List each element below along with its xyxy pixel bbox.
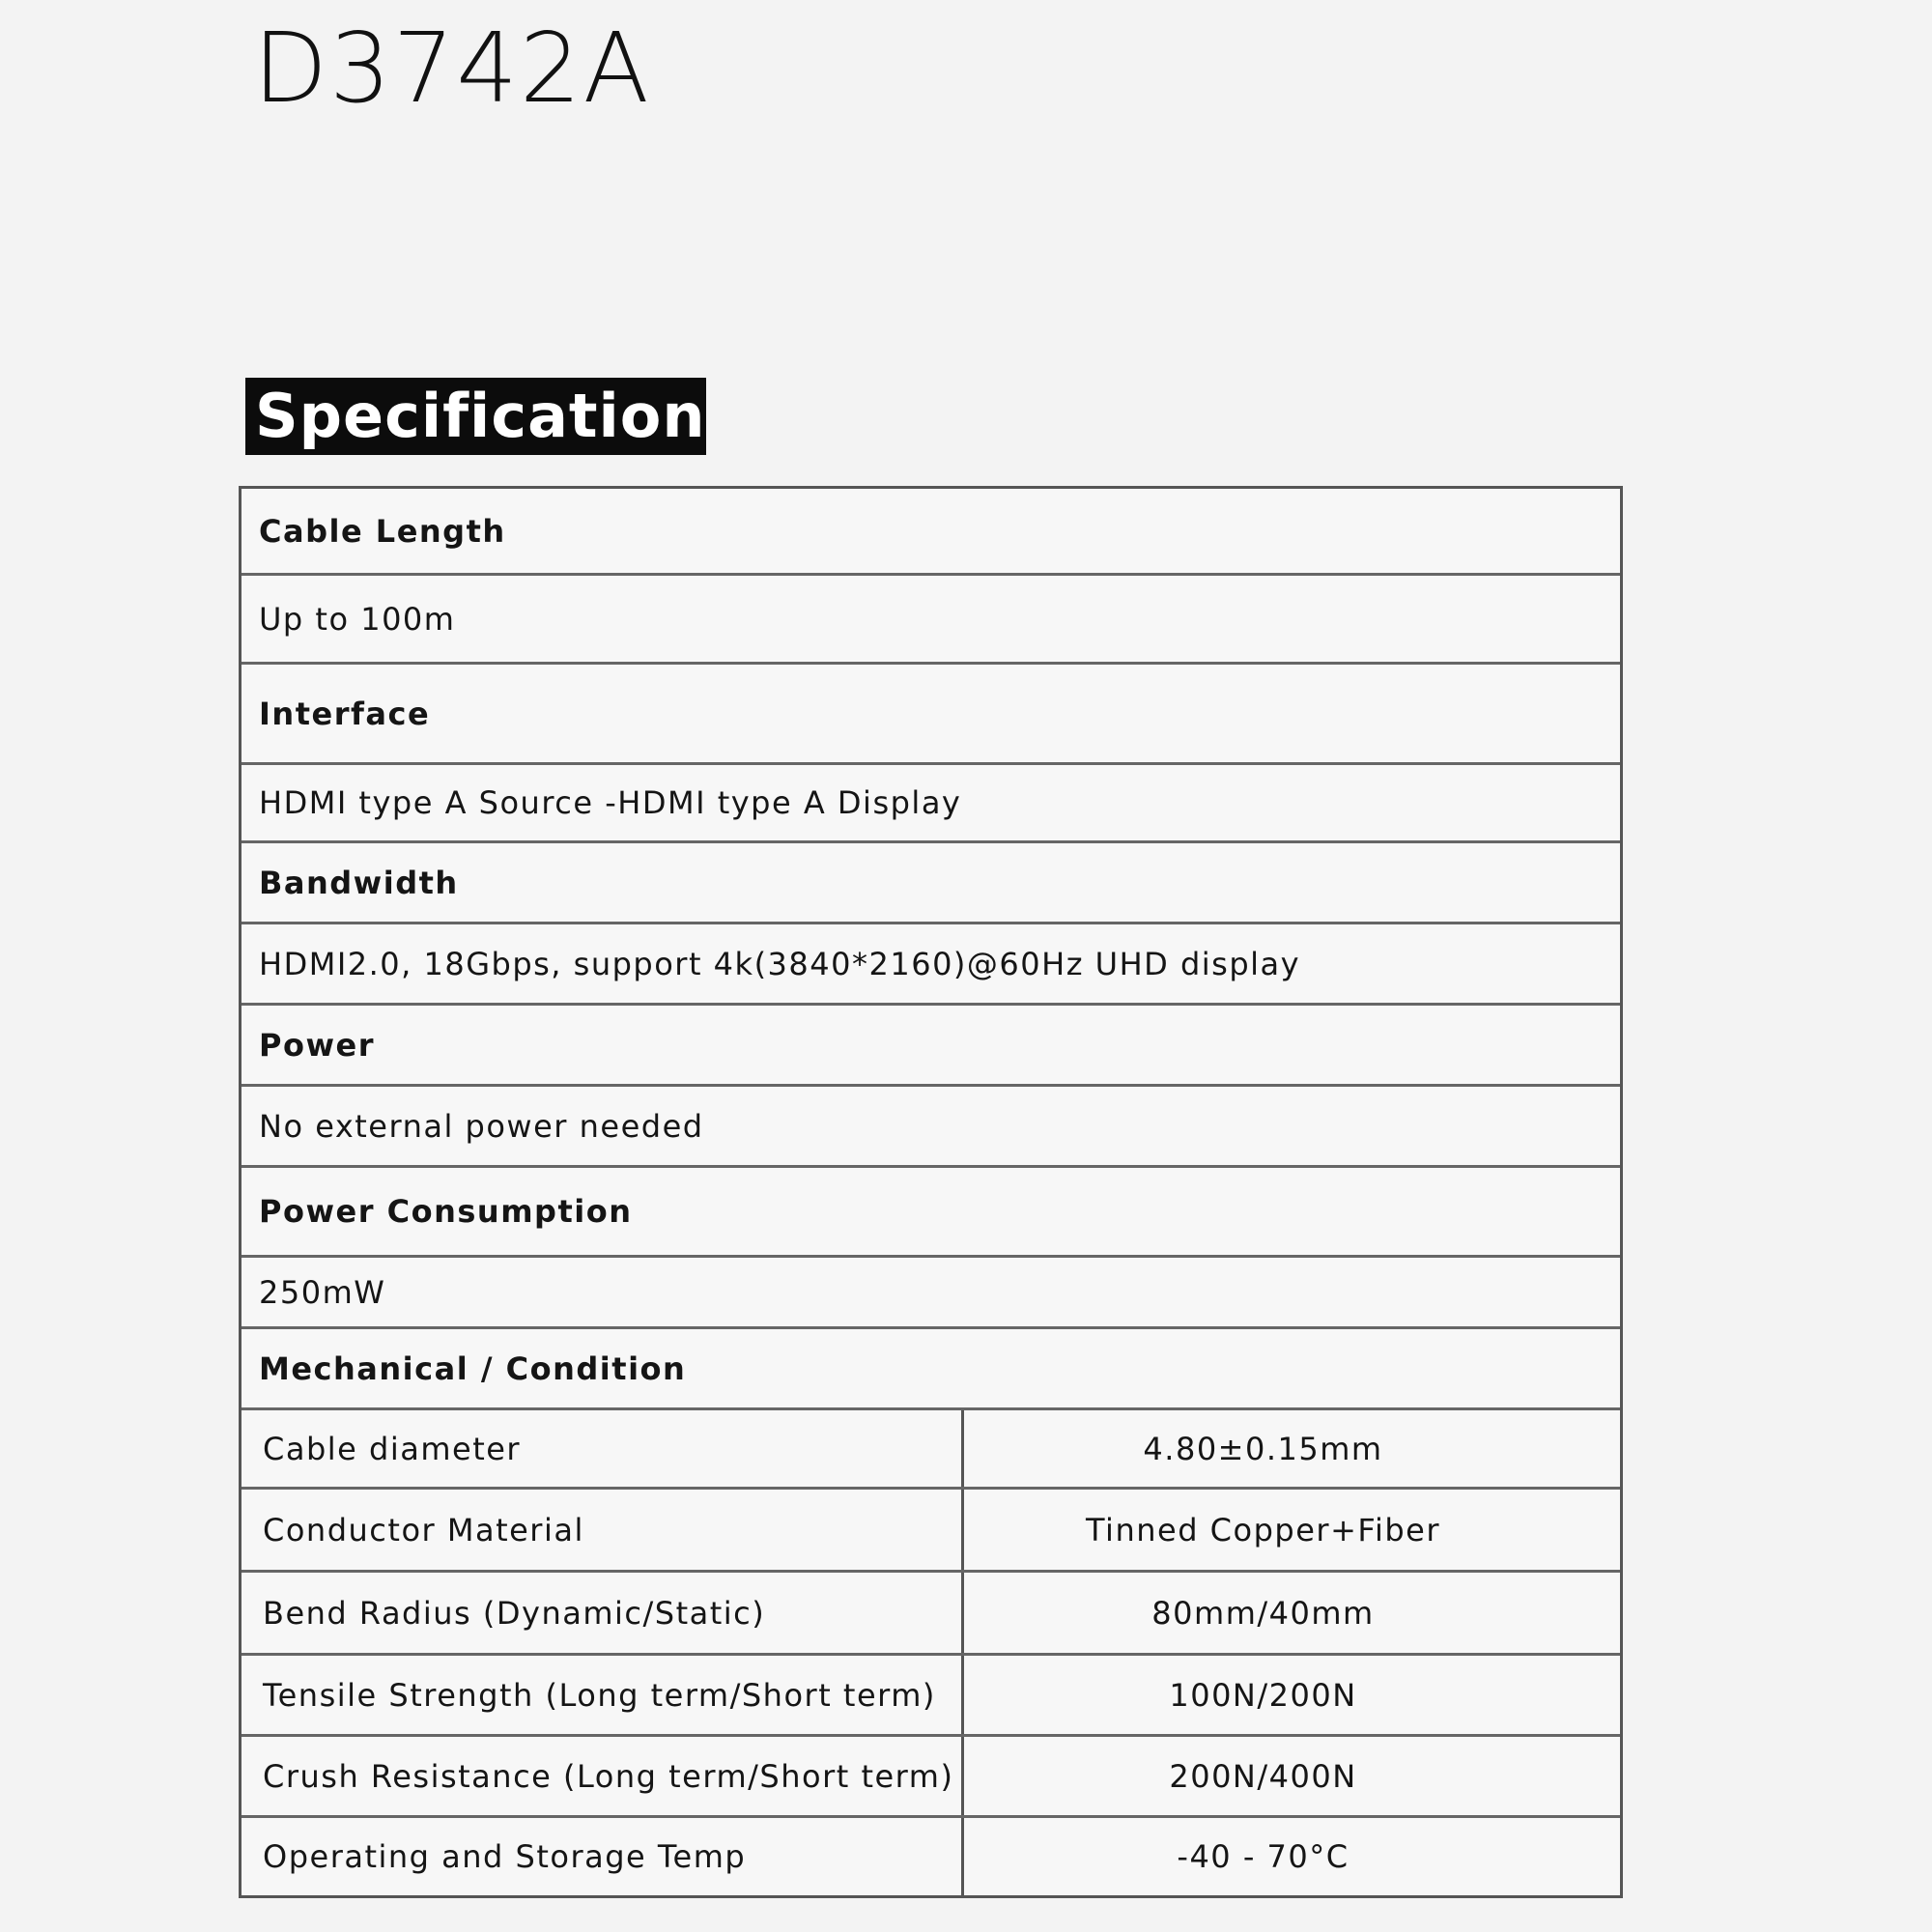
mechanical-value: 4.80±0.15mm xyxy=(1143,1430,1383,1467)
mechanical-value: Tinned Copper+Fiber xyxy=(1085,1511,1440,1548)
mechanical-row xyxy=(242,1573,1620,1656)
mechanical-label: Bend Radius (Dynamic/Static) xyxy=(242,1573,964,1653)
mechanical-value: -40 - 70°C xyxy=(1177,1838,1350,1875)
spec-heading-bandwidth: Bandwidth xyxy=(242,843,1620,924)
model-number: D3742A xyxy=(253,12,651,125)
spec-value-interface: HDMI type A Source -HDMI type A Display xyxy=(242,765,1620,843)
mechanical-label: Cable diameter xyxy=(242,1410,964,1487)
spec-heading-mechanical: Mechanical / Condition xyxy=(242,1329,1620,1410)
spec-heading-cable-length: Cable Length xyxy=(242,489,1620,576)
mechanical-row xyxy=(242,1818,1620,1895)
mechanical-label: Operating and Storage Temp xyxy=(242,1818,964,1895)
mechanical-label: Crush Resistance (Long term/Short term) xyxy=(242,1737,964,1815)
mechanical-row xyxy=(242,1410,1620,1490)
spec-value-bandwidth: HDMI2.0, 18Gbps, support 4k(3840*2160)@60Hz UHD display xyxy=(242,924,1620,1006)
spec-heading-interface: Interface xyxy=(242,665,1620,765)
spec-table xyxy=(239,486,1623,1898)
spec-heading-power-consumption: Power Consumption xyxy=(242,1168,1620,1258)
mechanical-value: 200N/400N xyxy=(1169,1757,1357,1795)
spec-value-power: No external power needed xyxy=(242,1087,1620,1168)
spec-value-cable-length: Up to 100m xyxy=(242,576,1620,665)
spec-value-power-consumption: 250mW xyxy=(242,1258,1620,1329)
mechanical-row xyxy=(242,1737,1620,1818)
mechanical-value: 100N/200N xyxy=(1169,1676,1357,1714)
spec-heading-power: Power xyxy=(242,1006,1620,1087)
mechanical-label: Tensile Strength (Long term/Short term) xyxy=(242,1656,964,1734)
mechanical-label: Conductor Material xyxy=(242,1490,964,1570)
mechanical-value: 80mm/40mm xyxy=(1151,1594,1375,1632)
mechanical-row xyxy=(242,1490,1620,1573)
section-title: Specification xyxy=(245,378,706,455)
mechanical-row xyxy=(242,1656,1620,1737)
